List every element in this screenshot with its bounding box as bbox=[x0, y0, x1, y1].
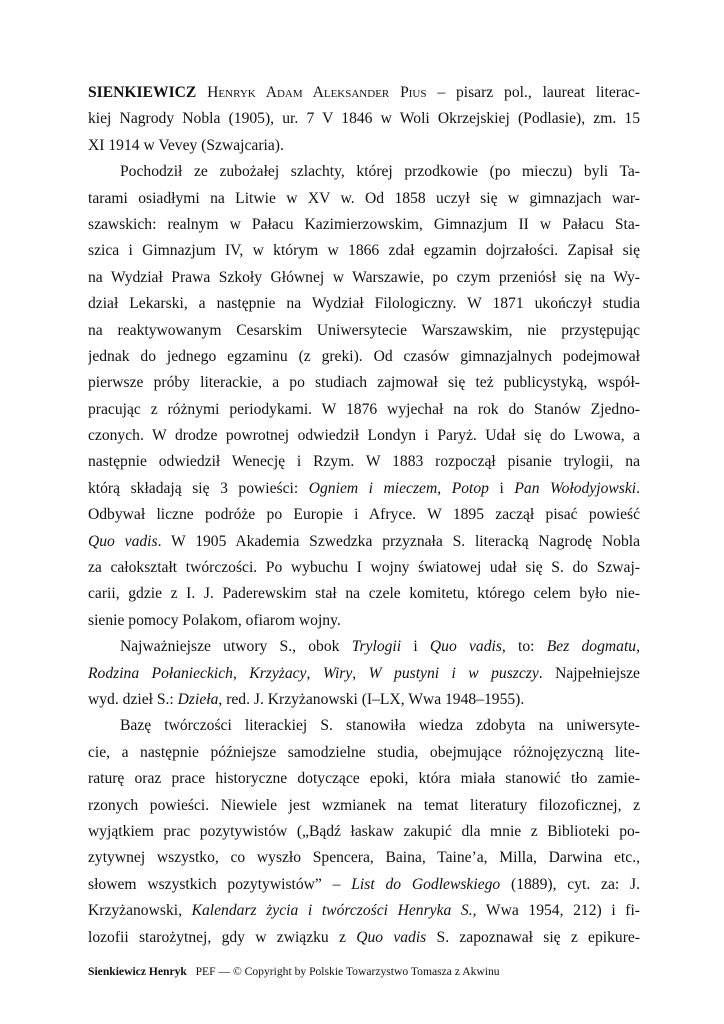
text-segment: , bbox=[352, 664, 369, 682]
text-segment: dział Lekarski, a następnie na Wydział Filologiczny. W 1871 ukończył studia bbox=[88, 295, 640, 313]
text-line bbox=[88, 423, 640, 449]
text-line bbox=[88, 291, 640, 317]
text-segment: XI 1914 w Vevey (Szwajcaria). bbox=[88, 136, 284, 154]
text-segment: rzonych powieści. Niewiele jest wzmianek na temat literatury filozoficznej, z bbox=[88, 796, 640, 814]
text-segment: następnie odwiedził Wenecję i Rzym. W 1883 rozpoczął pisanie trylogii, na bbox=[88, 453, 640, 471]
footer-entry-name: Sienkiewicz Henryk bbox=[88, 965, 187, 978]
text-line bbox=[88, 502, 640, 528]
text-segment: Dzieła bbox=[177, 690, 219, 708]
text-segment: Pochodził ze zubożałej szlachty, której przodkowie (po mieczu) byli Ta- bbox=[120, 163, 640, 181]
text-line bbox=[88, 397, 640, 423]
text-line bbox=[88, 529, 640, 555]
text-segment: którą składają się 3 powieści: bbox=[88, 479, 309, 497]
text-segment: . bbox=[636, 479, 640, 497]
text-segment: szawskich: realnym w Pałacu Kazimierzowskim, Gimnazjum II w Pałacu Sta- bbox=[88, 215, 640, 233]
text-segment: SIENKIEWICZ bbox=[88, 84, 197, 101]
text-segment: Potop bbox=[451, 479, 489, 497]
text-segment: cie, a następnie późniejsze samodzielne studia, obejmujące różnojęzyczną lite- bbox=[88, 743, 640, 761]
text-segment: za całokształt twórczości. Po wybuchu I wojny światowej udał się S. do Szwaj- bbox=[88, 559, 640, 577]
text-segment: raturę oraz prace historyczne dotyczące epoki, która miała stanowić tło zamie- bbox=[88, 770, 640, 788]
text-segment: Pan Wołodyjowski bbox=[514, 479, 637, 497]
text-line bbox=[88, 159, 640, 185]
text-segment: wyd. dzieł S.: bbox=[88, 690, 178, 708]
text-line bbox=[88, 740, 640, 766]
text-segment: kiej Nagrody Nobla (1905), ur. 7 V 1846 w Woli Okrzejskiej (Podlasie), zm. 15 bbox=[88, 110, 640, 128]
text-line bbox=[88, 212, 640, 238]
article-text bbox=[88, 80, 640, 951]
text-segment: , Wwa 1954, 212) i fi- bbox=[472, 902, 640, 920]
text-segment: pracując z różnymi periodykami. W 1876 wyjechał na rok do Stanów Zjedno- bbox=[88, 400, 640, 418]
text-segment: Quo vadis bbox=[356, 928, 427, 946]
text-segment: W pustyni i w puszczy bbox=[368, 664, 539, 682]
text-line bbox=[88, 449, 640, 475]
text-segment: , bbox=[636, 638, 640, 656]
text-segment: Ogniem i mieczem bbox=[308, 479, 438, 497]
text-segment: i bbox=[401, 638, 430, 656]
text-line bbox=[88, 898, 640, 924]
text-segment: . W 1905 Akademia Szwedzka przyznała S. literacką Nagrodę Nobla bbox=[157, 532, 640, 550]
footer-copyright: PEF — © Copyright by Polskie Towarzystwo Tomasza z Akwinu bbox=[195, 965, 500, 978]
text-segment: czonych. W drodze powrotnej odwiedził Londyn i Paryż. Udał się do Lwowa, a bbox=[88, 427, 640, 445]
text-segment: . Najpełniejsze bbox=[538, 664, 640, 682]
text-line bbox=[88, 476, 640, 502]
text-line bbox=[88, 238, 640, 264]
text-line bbox=[88, 186, 640, 212]
text-line bbox=[88, 370, 640, 396]
text-line bbox=[88, 766, 640, 792]
text-segment: Quo vadis bbox=[88, 532, 158, 550]
text-segment: jednak do jednego egzaminu (z greki). Od czasów gimnazjalnych podejmował bbox=[88, 347, 640, 365]
text-segment: i bbox=[488, 479, 515, 497]
text-segment: na reaktywowanym Cesarskim Uniwersytecie Warszawskim, nie przystępując bbox=[88, 321, 640, 339]
text-segment: List do Godlewskiego bbox=[351, 875, 501, 893]
text-segment: tarami osiadłymi na Litwie w XV w. Od 1858 uczył się w gimnazjach war- bbox=[88, 189, 640, 207]
text-segment: Quo vadis bbox=[429, 638, 502, 656]
text-segment: zytywnej wszystko, co wyszło Spencera, Baina, Taine’a, Milla, Darwina etc., bbox=[88, 849, 640, 867]
text-segment: Odbywał liczne podróże po Europie i Afryce. W 1895 zaczął pisać powieść bbox=[88, 506, 640, 524]
text-segment: lozofii starożytnej, gdy w związku z bbox=[88, 928, 357, 946]
text-line bbox=[88, 687, 640, 713]
text-segment: szica i Gimnazjum IV, w którym w 1866 zdał egzamin dojrzałości. Zapisał się bbox=[88, 242, 640, 260]
text-segment: , red. J. Krzyżanowski (I–LX, Wwa 1948–1955). bbox=[218, 690, 525, 708]
text-segment: – pisarz pol., laureat literac- bbox=[426, 84, 640, 101]
text-segment: na Wydział Prawa Szkoły Głównej w Warszawie, po czym przeniósł się na Wy- bbox=[88, 268, 640, 286]
text-segment: Najważniejsze utwory S., obok bbox=[120, 638, 352, 656]
text-line bbox=[88, 133, 640, 159]
text-line bbox=[88, 819, 640, 845]
text-segment: Bez dogmatu bbox=[546, 638, 637, 656]
text-line bbox=[88, 845, 640, 871]
text-line bbox=[88, 634, 640, 660]
text-segment: , to: bbox=[501, 638, 547, 656]
text-line bbox=[88, 265, 640, 291]
text-line bbox=[88, 608, 640, 634]
text-line bbox=[88, 661, 640, 687]
text-segment: , bbox=[232, 664, 250, 682]
text-segment: (1889), cyt. za: J. bbox=[500, 875, 640, 893]
page-footer bbox=[88, 964, 640, 980]
text-line bbox=[88, 555, 640, 581]
text-line bbox=[88, 793, 640, 819]
text-segment: sienie pomocy Polakom, ofiarom wojny. bbox=[88, 611, 341, 629]
text-segment: Krzyżanowski, bbox=[88, 902, 192, 920]
text-line bbox=[88, 925, 640, 951]
text-segment: Kalendarz życia i twórczości Henryka S. bbox=[191, 902, 473, 920]
text-line bbox=[88, 581, 640, 607]
text-line bbox=[88, 344, 640, 370]
text-line bbox=[88, 80, 640, 106]
text-segment: Bazę twórczości literackiej S. stanowiła wiedza zdobyta na uniwersyte- bbox=[120, 717, 640, 735]
text-line bbox=[88, 318, 640, 344]
text-line bbox=[88, 872, 640, 898]
article-body bbox=[88, 80, 640, 951]
text-segment: Trylogii bbox=[351, 638, 402, 656]
text-segment bbox=[196, 84, 207, 101]
text-segment: wyjątkiem prac pozytywistów („Bądź łaskaw zakupić dla mnie z Biblioteki po- bbox=[88, 822, 640, 840]
text-segment: Krzyżacy bbox=[249, 664, 307, 682]
text-line bbox=[88, 106, 640, 132]
text-segment: pierwsze próby literackie, a po studiach zajmował się też publicystyką, współ- bbox=[88, 374, 640, 392]
text-segment: Henryk Adam Aleksander Pius bbox=[207, 84, 427, 101]
text-segment: , bbox=[437, 479, 452, 497]
text-line bbox=[88, 713, 640, 739]
text-segment: Wiry bbox=[322, 664, 353, 682]
text-segment: S. zapoznawał się z epikure- bbox=[426, 928, 640, 946]
text-segment: słowem wszystkich pozytywistów” – bbox=[88, 875, 352, 893]
text-segment: carii, gdzie z I. J. Paderewskim stał na czele komitetu, którego celem było nie- bbox=[88, 585, 640, 603]
text-segment: , bbox=[306, 664, 323, 682]
text-segment: Rodzina Połanieckich bbox=[88, 664, 233, 682]
